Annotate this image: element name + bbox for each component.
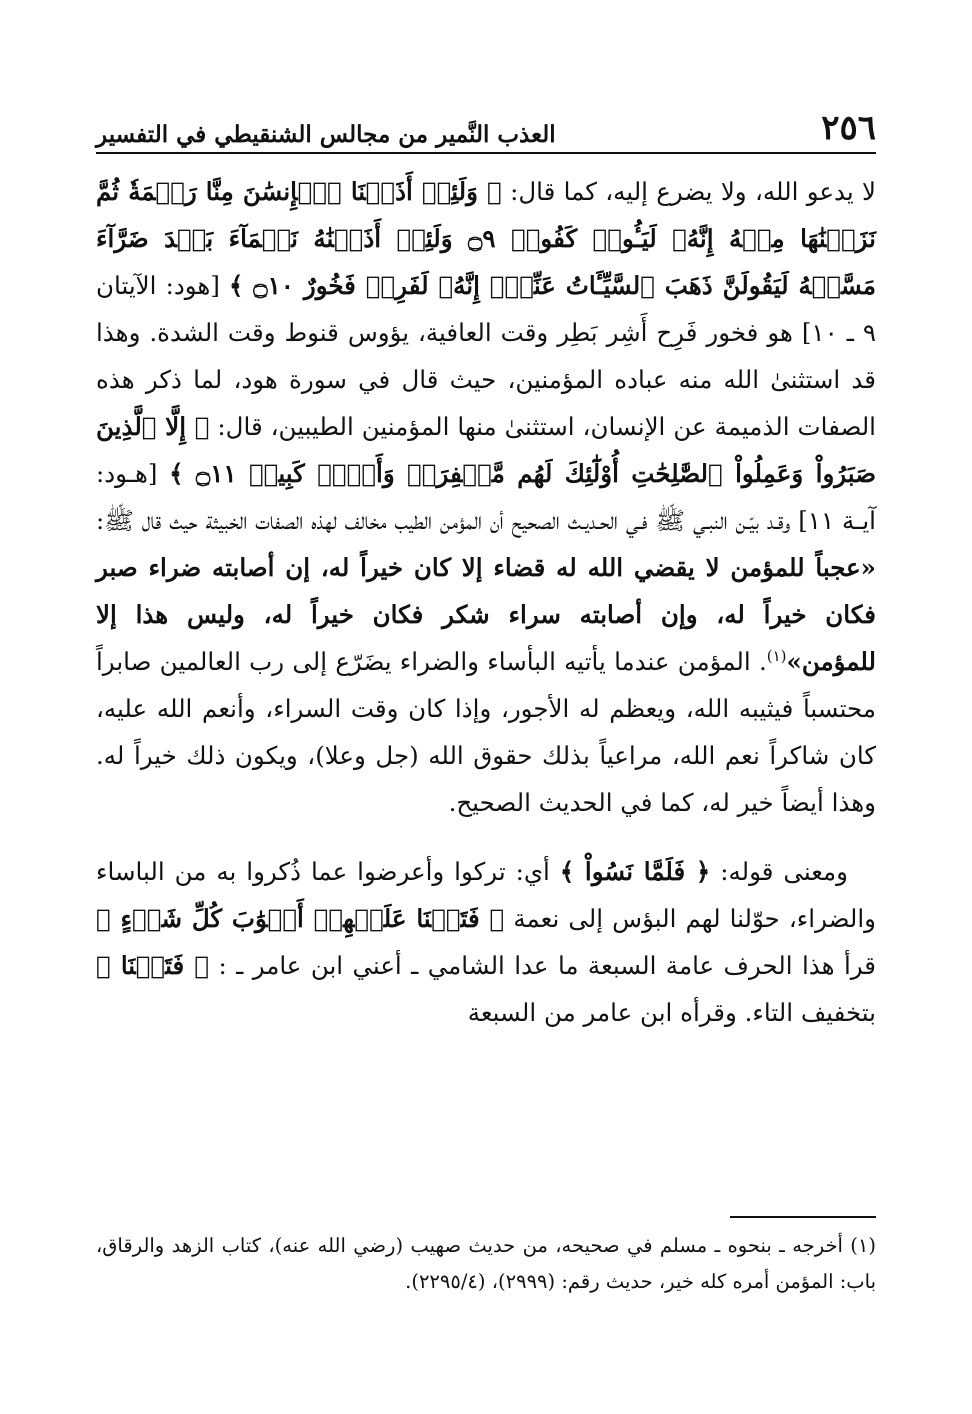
quran-verse: ﴿ إِلَّا ٱلَّذِينَ صَبَرُواْ وَعَمِلُواْ ٱلصَّٰلِحَٰتِ أُوْلَٰٓئِكَ لَهُم مَّغۡفِرَةٞ وَأَجۡرٞ كَبِيرٞ ۝١١ ﴾: [96, 412, 877, 488]
text-segment: هو فخور فَرِح أَشِر بَطِر وقت العافية، يؤوس قنوط وقت الشدة. وهذا قد استثنىٰ الله منه عباده المؤمنين، حيث قال في سورة هود، لما ذكر هذه الصفات الذميمة عن الإنسان، استثنىٰ منها المؤمنين الطيبين، قال:: [96, 318, 876, 441]
text-segment: أي: تركوا وأعرضوا عما ذُكروا به من الباساء والضراء، حوّلنا لهم البؤس إلى نعمة: [96, 857, 876, 933]
footnote-1: (١) أخرجه ـ بنحوه ـ مسلم في صحيحه، من حديث صهيب (رضي الله عنه)، كتاب الزهد والرقاق، باب: المؤمن أمره كله خير، حديث رقم: (٢٩٩٩)، (٢٢٩٥/٤).: [96, 1234, 876, 1293]
text-segment: قرأ هذا الحرف عامة السبعة ما عدا الشامي ـ أعني ابن عامر ـ :: [209, 951, 876, 980]
main-text: [96, 168, 876, 1036]
book-title: العذب النَّمير من مجالس الشنقيطي في التفسير: [96, 121, 556, 148]
hadith-quote: «عجباً للمؤمن لا يقضي الله له قضاء إلا كان خيراً له، إن أصابته ضراء صبر فكان خيراً له، وإن أصابته سراء شكر فكان خيراً له، وليس هذا إلا للمؤمن»: [96, 553, 876, 676]
footnotes: [96, 1228, 876, 1300]
quran-verse: ﴿ فَلَمَّا نَسُواْ ﴾: [559, 857, 711, 886]
verse-reference: [هود: الآيتان ٩ ـ ١٠]: [96, 271, 876, 347]
footnote-marker[interactable]: (١): [766, 646, 787, 665]
header-divider: [96, 152, 876, 154]
footnote-divider: [730, 1216, 876, 1218]
text-segment: . المؤمن عندما يأتيه البأساء والضراء يضَرّع إلى رب العالمين صابراً محتسباً فيثيبه الله، ويعظم له الأجور، وإذا كان وقت السراء، وأنعم الله عليه، كان شاكراً نعم الله، مراعياً بذلك حقوق الله (جل وعلا)، ويكون ذلك خيراً له. وهذا أيضاً خير له، كما في الحديث الصحيح.: [96, 647, 876, 817]
paragraph-2: [96, 848, 876, 1036]
quran-verse: ﴿ فَتَحۡنَا ﴾: [96, 951, 210, 980]
page-number: ٢٥٦: [821, 108, 876, 148]
verse-reference: [هـود: آيـة ١١]: [96, 459, 876, 535]
text-segment: ومعنى قوله:: [710, 857, 849, 886]
text-segment: بتخفيف التاء. وقرأه ابن عامر من السبعة: [467, 998, 876, 1027]
paragraph-1: [96, 168, 876, 826]
text-segment: وقـد بيّـن النبـي ﷺ فـي الحـديـث الصحيح أن المؤمن الطيب مخالف لهذه الصفات الخبيثة حيث قال ﷺ:: [96, 506, 799, 535]
text-segment: لا يدعو الله، ولا يضرع إليه، كما قال:: [501, 177, 876, 206]
page-header: [96, 104, 876, 148]
quran-verse: ﴿ وَلَئِنۡ أَذَقۡنَا ٱلۡإِنسَٰنَ مِنَّا رَحۡمَةٗ ثُمَّ نَزَعۡنَٰهَا مِنۡهُ إِنَّهُۥ لَيَـُٔوسٞ كَفُورٞ ۝٩ وَلَئِنۡ أَذَقۡنَٰهُ نَعۡمَآءَ بَعۡدَ ضَرَّآءَ مَسَّتۡهُ لَيَقُولَنَّ ذَهَبَ ٱلسَّيِّـَٔاتُ عَنِّيٓۚ إِنَّهُۥ لَفَرِحٞ فَخُورٌ ۝١٠ ﴾: [96, 177, 877, 300]
quran-verse: ﴿ فَتَحۡنَا عَلَيۡهِمۡ أَبۡوَٰبَ كُلِّ شَيۡءٍ ﴾: [96, 904, 505, 933]
